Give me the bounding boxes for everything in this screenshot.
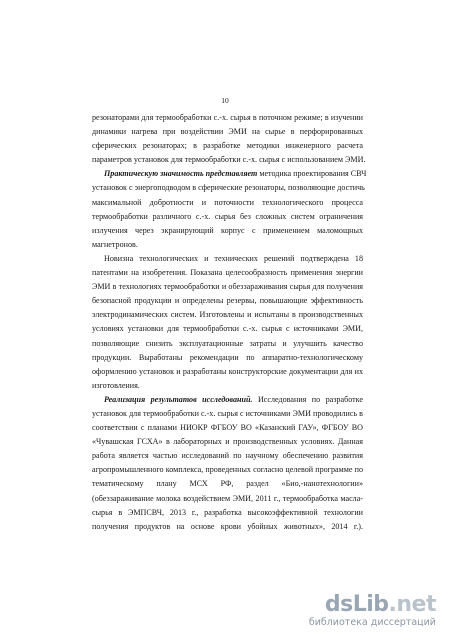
- text-line: тематическому плану МСХ РФ, раздел «Био,-нанотехнологии»: [92, 479, 363, 489]
- text-line: максимальной добротности и поточности технологического процесса: [92, 197, 363, 207]
- text-line: сырья в ЭМПСВЧ, 2013 г., разработка высокоэффективной технологии: [92, 507, 363, 517]
- paragraph: [92, 167, 367, 252]
- text-line: ЭМИ в технологиях термообработки и обеззараживания сырья для получения: [92, 282, 363, 292]
- watermark-logo: [296, 594, 436, 616]
- text-line-rest: методика проектирования СВЧ: [257, 169, 367, 179]
- paragraph: [92, 393, 363, 534]
- text-line: оформлению установок и разработаны конструкторские документации для их: [92, 366, 363, 376]
- text-line: агропромышленного комплекса, проведенных согласно целевой программе по: [92, 465, 363, 475]
- text-line: термообработки различного с.-х. сырья без сложных систем ограничения: [92, 211, 363, 221]
- text-line: безопасной продукции и определены резервы, повышающие эффективность: [92, 296, 363, 306]
- watermark-logo-suffix: .net: [388, 592, 436, 617]
- text-line: соответствии с планами НИОКР ФГБОУ ВО «Казанский ГАУ», ФГБОУ ВО: [92, 423, 363, 433]
- text-line: электродинамических систем. Изготовлены и испытаны в производственных: [92, 310, 363, 320]
- dslib-watermark: [296, 594, 436, 629]
- text-line: «Чувашская ГСХА» в лабораторных и производственных условиях. Данная: [92, 437, 363, 447]
- text-line: (обеззараживание молока воздействием ЭМИ, 2011 г., термообработка масла-: [92, 493, 363, 503]
- text-line: получения продуктов на основе крови убойных животных», 2014 г.).: [92, 521, 363, 531]
- text-line-rest: Исследования по разработке: [252, 394, 363, 404]
- text-line: Новизна технологических и технических решений подтверждена 18: [104, 253, 363, 263]
- text-line: работа является частью исследований по научному обеспечению развития: [92, 451, 363, 461]
- text-line: [92, 393, 363, 407]
- text-line: условиях установки для термообработки с.-х. сырья с источниками ЭМИ,: [92, 324, 363, 334]
- paragraph: [92, 111, 366, 167]
- text-line: сферических резонаторах; в разработке методики инженерного расчета: [92, 141, 363, 151]
- text-line: параметров установок для термообработки с.-х. сырья с использованием ЭМИ.: [92, 155, 366, 165]
- text-line: патентами на изобретения. Показана целесообразность применения энергии: [92, 268, 363, 278]
- document-body: [92, 111, 367, 534]
- paragraph-lead: Практическую значимость представляет: [104, 169, 258, 179]
- page-number: 10: [221, 96, 229, 105]
- text-line: [92, 167, 367, 181]
- text-line: установок для термообработки с.-х. сырья с источниками ЭМИ проводились в: [92, 408, 363, 418]
- text-line: излучения через экранирующий корпус с применением маломощных: [92, 225, 363, 235]
- text-line: динамики нагрева при воздействии ЭМИ на сырье в перфорированных: [92, 127, 363, 137]
- text-line: резонаторами для термообработки с.-х. сырья в поточном режиме; в изучении: [92, 113, 363, 122]
- paragraph: [92, 252, 363, 393]
- text-line: магнетронов.: [92, 239, 138, 249]
- watermark-logo-main: dsLib: [324, 592, 389, 617]
- text-line: изготовления.: [92, 380, 140, 390]
- paragraph-lead: Реализация результатов исследований.: [104, 394, 253, 404]
- text-line: позволяющие снизить эксплуатационные затраты и улучшить качество: [92, 338, 363, 348]
- watermark-subtitle: библиотека диссертаций: [308, 617, 436, 628]
- text-line: продукции. Выработаны рекомендации по аппаратно-технологическому: [92, 352, 363, 362]
- text-line: установок с энергоподводом в сферические резонаторы, позволяющие достичь: [92, 183, 365, 193]
